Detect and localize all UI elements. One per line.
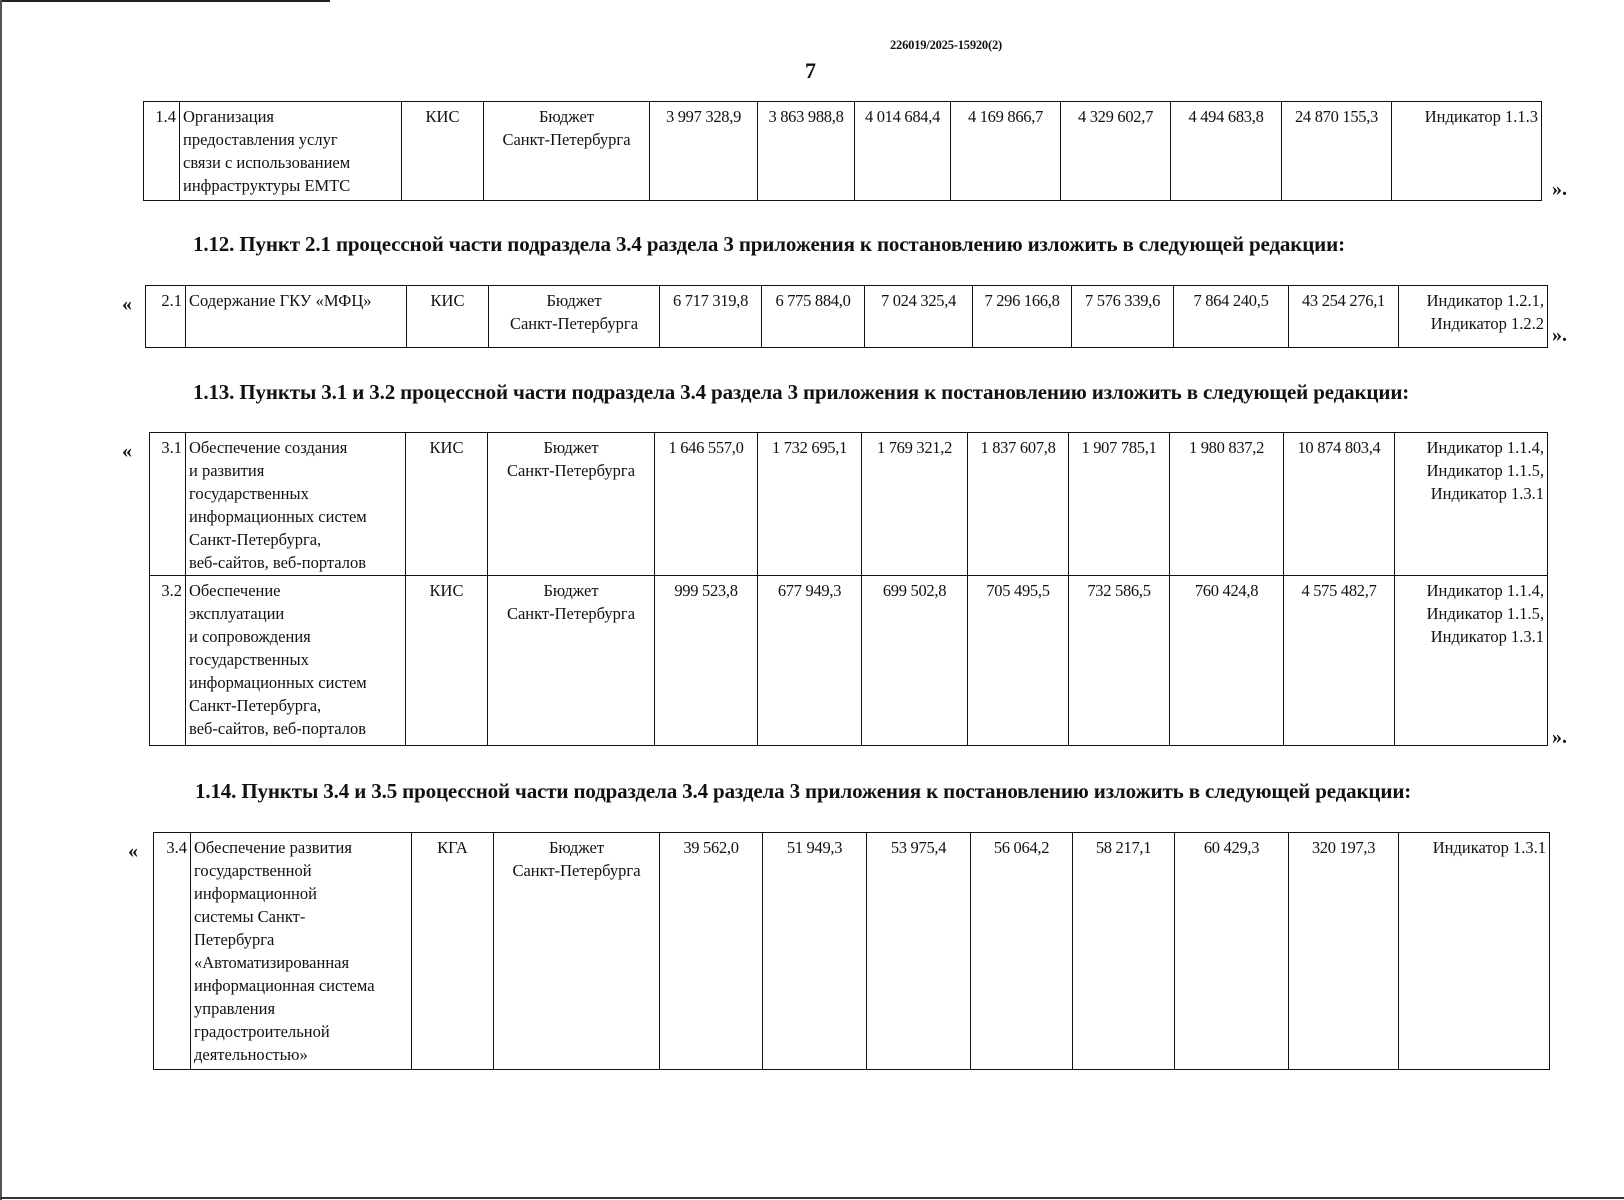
year-value-cell: 51 949,3: [763, 833, 867, 1070]
closing-quote-2: ».: [1552, 324, 1567, 346]
item-name-line: градостроительной: [194, 1022, 330, 1041]
item-name-line: системы Санкт-: [194, 907, 306, 926]
year-value-cell: 1 769 321,2: [862, 433, 968, 576]
item-name-line: эксплуатации: [189, 604, 285, 623]
year-value-cell: 7 296 166,8: [973, 286, 1072, 348]
table-row: [154, 833, 1550, 1070]
table-row: [150, 576, 1548, 746]
closing-quote-3: ».: [1552, 726, 1567, 748]
executor-cell: КИС: [407, 286, 489, 348]
funding-source-line: Санкт-Петербурга: [509, 314, 639, 333]
year-value-cell: 7 024 325,4: [865, 286, 973, 348]
item-name-line: предоставления услуг: [183, 130, 338, 149]
item-name-line: Обеспечение создания: [189, 438, 348, 457]
funding-source-line: Бюджет: [548, 838, 605, 857]
item-name-cell: [180, 102, 402, 201]
heading-1-12: 1.12. Пункт 2.1 процессной части подраздела 3.4 раздела 3 приложения к постановлению изложить в следующей редакции:: [193, 232, 1345, 256]
funding-source-line: Бюджет: [543, 438, 599, 457]
indicator-line: Индикатор 1.3.1: [1430, 627, 1544, 646]
year-value-cell: 4 014 684,4: [855, 102, 951, 201]
funding-source-line: Бюджет: [538, 107, 595, 126]
item-name-line: информационных систем: [189, 507, 367, 526]
item-number-cell: 2.1: [146, 286, 186, 348]
year-value-cell: 4 329 602,7: [1061, 102, 1171, 201]
executor-cell: КИС: [406, 433, 488, 576]
item-name-line: государственной: [194, 861, 312, 880]
scan-edge-bottom: [0, 1197, 1624, 1199]
scan-edge-left: [0, 0, 2, 1200]
indicator-line: Индикатор 1.1.5,: [1426, 604, 1544, 623]
year-value-cell: 1 837 607,8: [968, 433, 1069, 576]
item-name-line: и развития: [189, 461, 265, 480]
item-number-cell: 3.2: [150, 576, 186, 746]
item-name-line: веб-сайтов, веб-порталов: [189, 719, 367, 738]
year-value-cell: 58 217,1: [1073, 833, 1175, 1070]
year-value-cell: 7 864 240,5: [1174, 286, 1289, 348]
item-name-line: информационная система: [194, 976, 375, 995]
item-name-line: Петербурга: [194, 930, 275, 949]
item-name-line: информационных систем: [189, 673, 367, 692]
funding-source-line: Санкт-Петербурга: [506, 604, 636, 623]
item-name-cell: [186, 433, 406, 576]
table-items-3-1-3-2: [149, 432, 1548, 746]
total-value-cell: 24 870 155,3: [1282, 102, 1392, 201]
item-name-cell: [186, 286, 407, 348]
indicator-line: Индикатор 1.2.1,: [1426, 291, 1544, 310]
item-name-line: государственных: [189, 484, 309, 503]
indicator-line: Индикатор 1.1.3: [1424, 107, 1538, 126]
table-row: [144, 102, 1542, 201]
year-value-cell: 705 495,5: [968, 576, 1069, 746]
indicator-line: Индикатор 1.1.4,: [1426, 581, 1544, 600]
item-name-line: Организация: [183, 107, 275, 126]
item-name-line: государственных: [189, 650, 309, 669]
opening-quote-3: «: [122, 440, 132, 462]
heading-1-14: 1.14. Пункты 3.4 и 3.5 процессной части подраздела 3.4 раздела 3 приложения к постановлению изложить в следующей редакции:: [195, 779, 1412, 803]
table-item-2-1: [145, 285, 1548, 348]
item-name-line: веб-сайтов, веб-порталов: [189, 553, 367, 572]
funding-source-cell: [489, 286, 660, 348]
year-value-cell: 1 980 837,2: [1170, 433, 1284, 576]
indicator-line: Индикатор 1.2.2: [1430, 314, 1544, 333]
year-value-cell: 999 523,8: [655, 576, 758, 746]
funding-source-line: Бюджет: [546, 291, 602, 310]
funding-source-line: Санкт-Петербурга: [512, 861, 641, 880]
total-value-cell: 320 197,3: [1289, 833, 1399, 1070]
total-value-cell: 43 254 276,1: [1289, 286, 1399, 348]
scan-edge-top: [0, 0, 330, 2]
item-number-cell: 3.4: [154, 833, 191, 1070]
funding-source-cell: [488, 433, 655, 576]
indicator-line: Индикатор 1.1.5,: [1426, 461, 1544, 480]
executor-cell: КИС: [402, 102, 484, 201]
item-name-line: «Автоматизированная: [194, 953, 350, 972]
indicator-cell: [1399, 286, 1548, 348]
item-name-line: деятельностью»: [194, 1045, 308, 1064]
year-value-cell: 56 064,2: [971, 833, 1073, 1070]
year-value-cell: 39 562,0: [660, 833, 763, 1070]
indicator-line: Индикатор 1.3.1: [1432, 838, 1546, 857]
item-name-line: Обеспечение: [189, 581, 281, 600]
year-value-cell: 3 863 988,8: [758, 102, 855, 201]
year-value-cell: 677 949,3: [758, 576, 862, 746]
year-value-cell: 7 576 339,6: [1072, 286, 1174, 348]
year-value-cell: 1 907 785,1: [1069, 433, 1170, 576]
indicator-line: Индикатор 1.3.1: [1430, 484, 1544, 503]
year-value-cell: 6 717 319,8: [660, 286, 762, 348]
year-value-cell: 53 975,4: [867, 833, 971, 1070]
indicator-cell: [1399, 833, 1550, 1070]
year-value-cell: 760 424,8: [1170, 576, 1284, 746]
table-item-1-4: [143, 101, 1542, 201]
opening-quote-4: «: [128, 840, 138, 862]
table-row: [146, 286, 1548, 348]
indicator-cell: [1395, 433, 1548, 576]
item-number-cell: 3.1: [150, 433, 186, 576]
item-name-cell: [186, 576, 406, 746]
item-name-line: инфраструктуры ЕМТС: [183, 176, 351, 195]
table-item-3-4: [153, 832, 1550, 1070]
funding-source-line: Санкт-Петербурга: [502, 130, 631, 149]
item-name-line: Санкт-Петербурга,: [189, 530, 322, 549]
closing-quote-1: ».: [1552, 178, 1567, 200]
year-value-cell: 6 775 884,0: [762, 286, 865, 348]
heading-1-13: 1.13. Пункты 3.1 и 3.2 процессной части подраздела 3.4 раздела 3 приложения к постановлению изложить в следующей редакции:: [193, 380, 1410, 404]
item-name-line: и сопровождения: [189, 627, 311, 646]
document-number: 226019/2025-15920(2): [890, 38, 1002, 52]
funding-source-cell: [484, 102, 650, 201]
opening-quote-2: «: [122, 293, 132, 315]
item-name-line: Санкт-Петербурга,: [189, 696, 322, 715]
total-value-cell: 4 575 482,7: [1284, 576, 1395, 746]
table-row: [150, 433, 1548, 576]
year-value-cell: 4 169 866,7: [951, 102, 1061, 201]
year-value-cell: 699 502,8: [862, 576, 968, 746]
year-value-cell: 1 732 695,1: [758, 433, 862, 576]
item-name-line: связи с использованием: [183, 153, 351, 172]
executor-cell: КГА: [412, 833, 494, 1070]
indicator-line: Индикатор 1.1.4,: [1426, 438, 1544, 457]
executor-cell: КИС: [406, 576, 488, 746]
page-number: 7: [805, 58, 816, 83]
total-value-cell: 10 874 803,4: [1284, 433, 1395, 576]
year-value-cell: 3 997 328,9: [650, 102, 758, 201]
item-name-cell: [191, 833, 412, 1070]
funding-source-line: Санкт-Петербурга: [506, 461, 636, 480]
item-name-line: управления: [194, 999, 276, 1018]
item-name-line: Обеспечение развития: [194, 838, 352, 857]
funding-source-cell: [494, 833, 660, 1070]
year-value-cell: 732 586,5: [1069, 576, 1170, 746]
year-value-cell: 1 646 557,0: [655, 433, 758, 576]
item-name-line: информационной: [194, 884, 317, 903]
item-name-line: Содержание ГКУ «МФЦ»: [189, 291, 372, 310]
indicator-cell: [1395, 576, 1548, 746]
indicator-cell: [1392, 102, 1542, 201]
funding-source-line: Бюджет: [543, 581, 599, 600]
year-value-cell: 60 429,3: [1175, 833, 1289, 1070]
year-value-cell: 4 494 683,8: [1171, 102, 1282, 201]
item-number-cell: 1.4: [144, 102, 180, 201]
funding-source-cell: [488, 576, 655, 746]
